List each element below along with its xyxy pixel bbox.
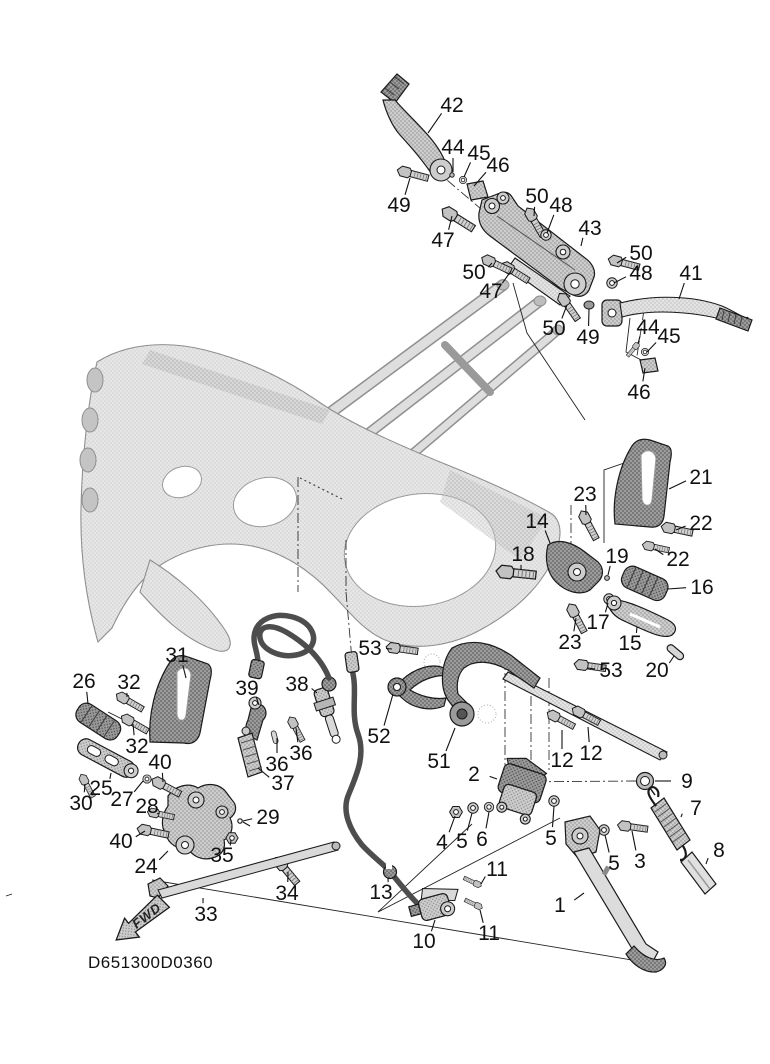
leader-line-20: [669, 656, 674, 663]
part-label-53: 53: [358, 637, 382, 660]
leader-line-11: [480, 910, 483, 923]
stray-mark: [6, 894, 12, 896]
leader-line-48: [547, 215, 554, 233]
part-label-48: 48: [549, 194, 573, 217]
leader-line-7: [681, 814, 682, 817]
part-52-stay: [388, 654, 496, 723]
part-49-joint: [584, 301, 594, 309]
quickshifter-cable: [248, 615, 329, 679]
part-label-30: 30: [69, 792, 93, 815]
part-label-4: 4: [436, 831, 448, 854]
part-label-2: 2: [468, 763, 480, 786]
part-46-pawl: [467, 181, 488, 200]
part-label-31: 31: [165, 644, 189, 667]
part-label-15: 15: [618, 632, 642, 655]
part-label-11: 11: [478, 922, 500, 945]
part-label-24: 24: [134, 855, 158, 878]
part-45-washer: [459, 176, 466, 183]
part-38-quickshifter: [310, 677, 347, 746]
part-27-clip: [143, 775, 151, 783]
part-5-washer-a: [468, 803, 478, 813]
part-label-32: 32: [117, 671, 141, 694]
part-11-screw-a: [463, 875, 483, 889]
leader-line-5: [605, 835, 609, 853]
part-label-50: 50: [542, 317, 566, 340]
part-2-stand-bracket: [489, 753, 550, 827]
part-label-13: 13: [369, 881, 393, 904]
part-label-7: 7: [690, 797, 702, 820]
part-35-nut: [226, 833, 238, 843]
part-48-washer-b: [607, 278, 617, 288]
part-label-32: 32: [125, 735, 149, 758]
part-label-12: 12: [579, 742, 603, 765]
part-33-shift-rod: [148, 842, 340, 898]
part-label-49: 49: [387, 194, 411, 217]
part-label-27: 27: [110, 788, 134, 811]
part-label-19: 19: [605, 545, 629, 568]
leader-line-29: [243, 819, 252, 821]
part-label-6: 6: [476, 828, 488, 851]
part-label-35: 35: [210, 844, 234, 867]
part-label-16: 16: [690, 576, 714, 599]
leader-line-16: [668, 588, 686, 589]
part-26-footrest-rubber: [72, 700, 124, 744]
leader-line-26: [87, 692, 88, 704]
part-label-48: 48: [629, 262, 653, 285]
leader-line-5: [552, 806, 554, 827]
part-label-5: 5: [545, 827, 557, 850]
leader-line-2: [490, 776, 497, 779]
leader-line-41: [679, 283, 684, 299]
leader-line-8: [706, 858, 708, 864]
leader-line-50: [534, 207, 535, 216]
part-label-46: 46: [627, 381, 651, 404]
part-label-36: 36: [289, 742, 313, 765]
part-label-51: 51: [427, 750, 451, 773]
part-label-3: 3: [634, 850, 646, 873]
part-11-screw-b: [464, 897, 484, 911]
part-label-40: 40: [148, 751, 172, 774]
part-label-5: 5: [456, 830, 468, 853]
part-1-side-stand: [565, 816, 666, 972]
part-9-ring: [637, 773, 656, 796]
leader-line-52: [384, 694, 393, 726]
leader-line-45: [647, 342, 656, 352]
part-label-50: 50: [462, 261, 486, 284]
leader-line-6: [486, 812, 489, 828]
part-label-50: 50: [525, 185, 549, 208]
part-46-pawl-b: [640, 358, 658, 373]
diagram-code: D651300D0360: [88, 953, 214, 972]
part-label-20: 20: [645, 659, 669, 682]
part-label-29: 29: [256, 806, 280, 829]
part-label-23: 23: [558, 631, 582, 654]
part-label-28: 28: [135, 795, 159, 818]
fwd-label: FWD: [129, 899, 165, 932]
fwd-arrow: [109, 892, 173, 949]
part-label-47: 47: [431, 229, 455, 252]
leader-line-4: [449, 816, 455, 832]
part-label-26: 26: [72, 670, 96, 693]
part-42-pivot-hole: [437, 166, 445, 174]
part-label-17: 17: [586, 611, 610, 634]
part-label-53: 53: [599, 659, 623, 682]
part-label-47: 47: [479, 280, 503, 303]
part-label-49: 49: [576, 326, 600, 349]
part-label-39: 39: [235, 677, 259, 700]
part-label-25: 25: [89, 777, 113, 800]
ghost-hole-b: [478, 705, 496, 723]
part-23-bolt-upper: [577, 509, 601, 542]
part-label-40: 40: [109, 830, 133, 853]
part-44-pin: [450, 173, 454, 177]
part-label-33: 33: [194, 903, 218, 926]
part-label-8: 8: [713, 839, 725, 862]
part-4-nut: [450, 807, 463, 818]
leader-line-27: [134, 781, 143, 792]
part-label-23: 23: [573, 483, 597, 506]
part-label-21: 21: [689, 466, 713, 489]
part-49-bolt: [396, 165, 429, 183]
leader-line-40: [162, 773, 163, 782]
part-label-38: 38: [285, 673, 309, 696]
leader-line-21: [669, 481, 686, 489]
part-5-washer-b: [549, 796, 559, 806]
cable-connector: [345, 651, 360, 672]
part-label-9: 9: [681, 770, 693, 793]
part-label-1: 1: [554, 894, 566, 917]
leader-line-51: [446, 728, 455, 751]
leader-line-1: [574, 893, 584, 900]
part-label-18: 18: [511, 543, 535, 566]
leader-line-30: [84, 784, 85, 792]
part-label-5: 5: [608, 852, 620, 875]
leader-line-3: [632, 831, 636, 850]
part-label-41: 41: [679, 262, 703, 285]
frame-lower-tail: [140, 560, 230, 651]
part-label-22: 22: [666, 548, 690, 571]
part-label-11: 11: [486, 858, 508, 881]
part-23-bolt-lower: [565, 602, 589, 635]
leader-line-5: [467, 813, 472, 831]
part-7-spring: [648, 787, 690, 860]
part-label-50: 50: [629, 242, 653, 265]
part-32-bolt-b: [119, 712, 150, 735]
part-label-14: 14: [525, 510, 549, 533]
part-19-pin: [605, 576, 610, 581]
part-label-44: 44: [636, 316, 660, 339]
leader-line-49: [405, 178, 410, 195]
part-label-42: 42: [440, 94, 464, 117]
part-label-46: 46: [486, 154, 510, 177]
part-label-37: 37: [271, 772, 295, 795]
part-16-footrest-rubber: [619, 563, 671, 603]
part-label-36: 36: [265, 753, 289, 776]
part-label-45: 45: [657, 325, 681, 348]
part-48-washer-a: [541, 230, 551, 240]
part-8-tube: [681, 852, 716, 894]
part-6-collar: [484, 802, 493, 811]
leader-line-53: [386, 648, 392, 649]
part-label-10: 10: [412, 930, 436, 953]
part-label-45: 45: [467, 142, 491, 165]
part-label-12: 12: [550, 749, 574, 772]
part-label-34: 34: [275, 882, 299, 905]
leader-line-11: [481, 877, 485, 884]
motorcycle-frame: [80, 280, 566, 651]
part-label-44: 44: [441, 136, 465, 159]
leader-line-24: [159, 851, 168, 860]
leader-line-12: [588, 727, 589, 742]
part-label-22: 22: [689, 512, 713, 535]
part-label-52: 52: [367, 725, 391, 748]
part-label-43: 43: [578, 217, 602, 240]
